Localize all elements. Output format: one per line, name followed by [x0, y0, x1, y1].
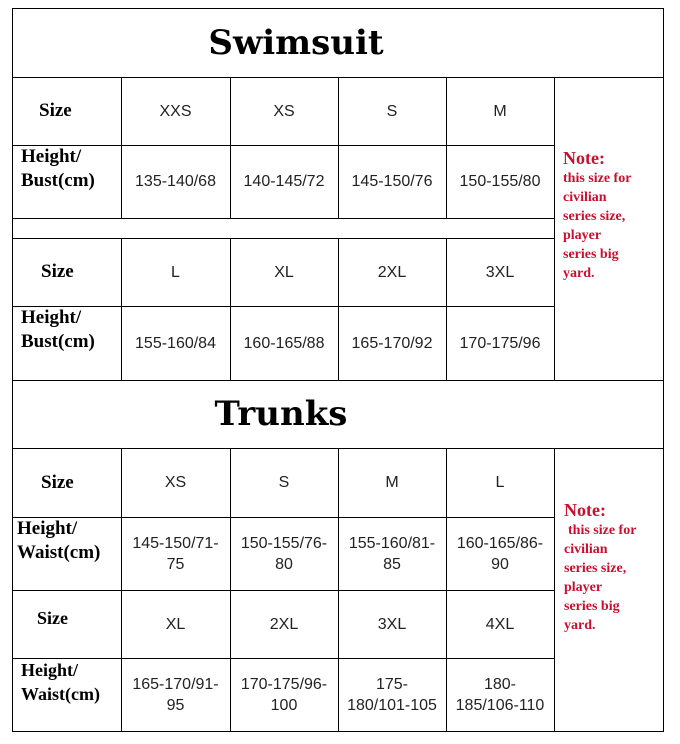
trunks-value-line: 155-160/81- — [348, 534, 436, 552]
trunks-size-2xl: 2XL — [269, 615, 299, 633]
trunks-size-xl: XL — [165, 615, 186, 633]
trunks-value — [338, 517, 446, 590]
swimsuit-note-line: series big — [563, 247, 619, 262]
trunks-size-4xl: 4XL — [485, 615, 515, 633]
trunks-measure-label-line-1: Height/ — [17, 518, 78, 539]
trunks-measure-label-line-2: Waist(cm) — [17, 542, 101, 563]
swimsuit-note-line: yard. — [563, 266, 595, 281]
trunks-size-l: L — [495, 474, 505, 491]
trunks-note-line: yard. — [564, 618, 596, 633]
trunks-size-m: M — [385, 474, 399, 491]
trunks-value — [230, 658, 338, 732]
swimsuit-value: 155-160/84 — [135, 334, 216, 352]
swimsuit-note-line: civilian — [563, 190, 607, 205]
trunks-value-line: 145-150/71- — [132, 534, 219, 552]
size-chart — [12, 8, 664, 732]
swimsuit-size-s: S — [386, 102, 398, 120]
trunks-measure-label-line-1: Height/ — [21, 660, 78, 680]
swimsuit-note-head: Note: — [563, 148, 605, 168]
swimsuit-title: Swimsuit — [208, 23, 384, 63]
swimsuit-size-label-1: Size — [39, 100, 72, 121]
trunks-measure-label-1 — [13, 517, 121, 590]
trunks-value-line: 85 — [383, 555, 401, 573]
trunks-value-line: 90 — [491, 555, 509, 573]
swimsuit-size-2xl: 2XL — [377, 263, 407, 281]
trunks-value — [446, 517, 554, 590]
swimsuit-size-xl: XL — [274, 263, 294, 281]
trunks-value-line: 95 — [166, 697, 185, 714]
trunks-value-line: 80 — [275, 555, 293, 573]
swimsuit-size-l: L — [171, 263, 180, 281]
swimsuit-value: 170-175/96 — [459, 334, 541, 352]
trunks-value-line: 185/106-110 — [455, 697, 545, 714]
trunks-value-line: 150-155/76- — [240, 534, 328, 552]
swimsuit-measure-label-line-1: Height/ — [21, 307, 82, 328]
swimsuit-size-3xl: 3XL — [485, 263, 515, 281]
swimsuit-size-m: M — [493, 102, 507, 120]
swimsuit-value: 160-165/88 — [243, 334, 325, 352]
swimsuit-value: 140-145/72 — [243, 173, 325, 190]
trunks-value — [121, 658, 230, 732]
trunks-value-line: 180- — [483, 676, 517, 693]
trunks-value — [230, 517, 338, 590]
swimsuit-measure-label-2 — [13, 306, 121, 380]
trunks-size-xs: XS — [164, 474, 187, 491]
swimsuit-note — [563, 147, 661, 287]
swimsuit-value: 135-140/68 — [135, 173, 216, 190]
swimsuit-note-line: player — [563, 228, 602, 243]
trunks-value-line: 160-165/86- — [456, 534, 544, 552]
swimsuit-value: 165-170/92 — [351, 334, 433, 352]
swimsuit-note-line: this size for — [563, 171, 632, 186]
trunks-size-3xl: 3XL — [377, 615, 407, 633]
trunks-note-line: this size for — [568, 523, 637, 538]
trunks-size-label-2: Size — [37, 608, 68, 628]
swimsuit-measure-label-line-2: Bust(cm) — [21, 170, 95, 191]
swimsuit-note-line: series size, — [563, 209, 626, 224]
trunks-size-label-1: Size — [41, 471, 74, 493]
trunks-note-line: series size, — [564, 561, 627, 576]
trunks-value-line: 180/101-105 — [347, 697, 437, 714]
trunks-measure-label-2 — [13, 658, 121, 732]
trunks-value-line: 75 — [166, 555, 185, 573]
trunks-value — [338, 658, 446, 732]
trunks-measure-label-line-2: Waist(cm) — [21, 684, 100, 704]
trunks-value-line: 100 — [270, 697, 298, 714]
trunks-note-line: civilian — [564, 542, 608, 557]
trunks-value — [121, 517, 230, 590]
trunks-value-line: 165-170/91- — [132, 676, 219, 693]
trunks-size-s: S — [278, 474, 290, 491]
trunks-note-line: series big — [564, 599, 620, 614]
trunks-value-line: 170-175/96- — [240, 676, 328, 693]
swimsuit-value: 145-150/76 — [351, 173, 433, 190]
trunks-note-head: Note: — [564, 500, 606, 520]
swimsuit-measure-label-line-2: Bust(cm) — [21, 331, 95, 352]
trunks-value-line: 175- — [375, 676, 409, 693]
swimsuit-size-xxs: XXS — [159, 102, 192, 120]
trunks-note-line: player — [564, 580, 603, 595]
swimsuit-measure-label-1 — [13, 145, 121, 218]
swimsuit-size-label-2: Size — [41, 261, 74, 282]
trunks-value — [446, 658, 554, 732]
swimsuit-measure-label-line-1: Height/ — [21, 146, 82, 167]
trunks-note — [564, 499, 662, 639]
swimsuit-value: 150-155/80 — [459, 173, 541, 190]
swimsuit-size-xs: XS — [273, 102, 295, 120]
trunks-title: Trunks — [214, 394, 348, 434]
